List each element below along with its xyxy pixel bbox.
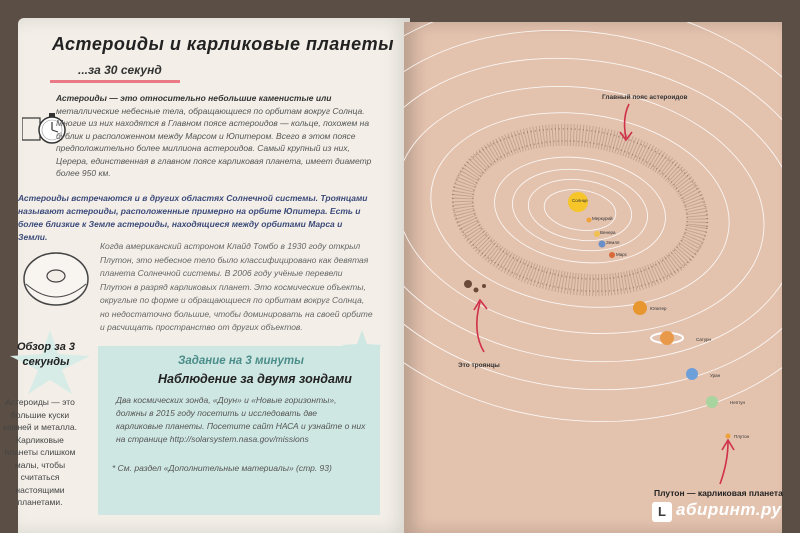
label-mercury: Меркурий xyxy=(592,216,613,221)
task-heading: Наблюдение за двумя зондами xyxy=(158,372,352,386)
label-saturn: Сатурн xyxy=(696,337,712,342)
label-earth: Земля xyxy=(606,240,620,245)
earth xyxy=(599,241,606,248)
trojans-paragraph: Астероиды встречаются и в других областях Солнечной системы. Троянцами называют астероиды, расположенные примерно на орбите Юпитера. Есть и более близкие к Земле астероиды, находящиеся между орбитами Марса и Земли. xyxy=(18,193,368,242)
trojan-rock-3 xyxy=(482,284,486,288)
label-mars: Марс xyxy=(616,252,628,257)
solar-system-illustration xyxy=(404,22,782,533)
page-subtitle: ...за 30 секунд xyxy=(78,63,162,77)
trojans-arrow xyxy=(477,302,484,352)
task-title: Задание на 3 минуты xyxy=(178,355,304,367)
pluto xyxy=(726,434,731,439)
pluto-paragraph: Когда американский астроном Клайд Томбо в 1930 году открыл Плутон, это небесное тело было классифицировано как девятая планета Солнечной системы. В 2006 году учёные перевели Плутон в разряд карликовых планет. Это космические объекты, округлые по форме и обращающиеся по орбитам вокруг Солнца, но недостаточно большие, чтобы доминировать на своей орбите и расчищать пространство от других объектов. xyxy=(100,241,373,332)
task-star-decoration xyxy=(340,328,384,372)
trojans-label: Это троянцы xyxy=(458,362,500,369)
overview-text: Астероиды — это большие куски камней и металла. Карликовые планеты слишком малы, чтобы считаться настоящими планетами. xyxy=(3,397,77,507)
trojan-rock-1 xyxy=(464,280,472,288)
neptune xyxy=(706,396,718,408)
subtitle-underline xyxy=(50,80,180,83)
trojan-rock-2 xyxy=(474,288,479,293)
uranus xyxy=(686,368,698,380)
mercury xyxy=(587,218,592,223)
mars xyxy=(609,252,615,258)
saturn xyxy=(660,331,674,345)
watermark-logo-icon: L xyxy=(652,502,672,522)
intro-lead: Астероиды — это относительно небольшие каменистые или xyxy=(56,93,332,103)
label-neptune: Нептун xyxy=(730,400,746,405)
label-uranus: Уран xyxy=(710,373,721,378)
task-text: Два космических зонда, «Доун» и «Новые горизонты», должны в 2015 году посетить и исследовать две карликовые планеты. Посетите сайт НАСА и узнайте о них на странице http://solarsystem.nasa.gov/missions xyxy=(116,395,366,444)
task-note: * См. раздел «Дополнительные материалы» (стр. 93) xyxy=(112,463,332,473)
label-venus: Венера xyxy=(600,230,616,235)
pluto-label: Плутон — карликовая планета xyxy=(654,488,783,498)
orbit-pluto xyxy=(404,22,782,457)
page-title: Астероиды и карликовые планеты xyxy=(52,34,394,54)
donut-icon xyxy=(20,248,92,310)
belt-arrow xyxy=(625,104,629,138)
intro-rest: металлические небесные тела, обращающиеся по орбитам вокруг Солнца. Многие из них находятся в Главном поясе астероидов — кольце, похожем на бублик и расположенном между Марсом и Юпитером. Всего в этом поясе предположительно более миллиона астероидов. Самый крупный из них, Церера, единственная в главном поясе карликовая планета, имеет диаметр более 950 км. xyxy=(56,105,372,178)
overview-title: Обзор за 3 секунды xyxy=(16,341,76,368)
pluto-arrow xyxy=(720,442,728,484)
jupiter xyxy=(633,301,647,315)
intro-paragraph xyxy=(56,92,374,180)
label-jupiter: Юпитер xyxy=(650,306,667,311)
orbit-uranus xyxy=(404,31,782,389)
label-sun: Солнце xyxy=(572,198,588,203)
label-pluto: Плутон xyxy=(734,434,750,439)
main-belt-label: Главный пояс астероидов xyxy=(602,94,688,101)
watermark-text: абиринт.ру xyxy=(676,500,782,519)
